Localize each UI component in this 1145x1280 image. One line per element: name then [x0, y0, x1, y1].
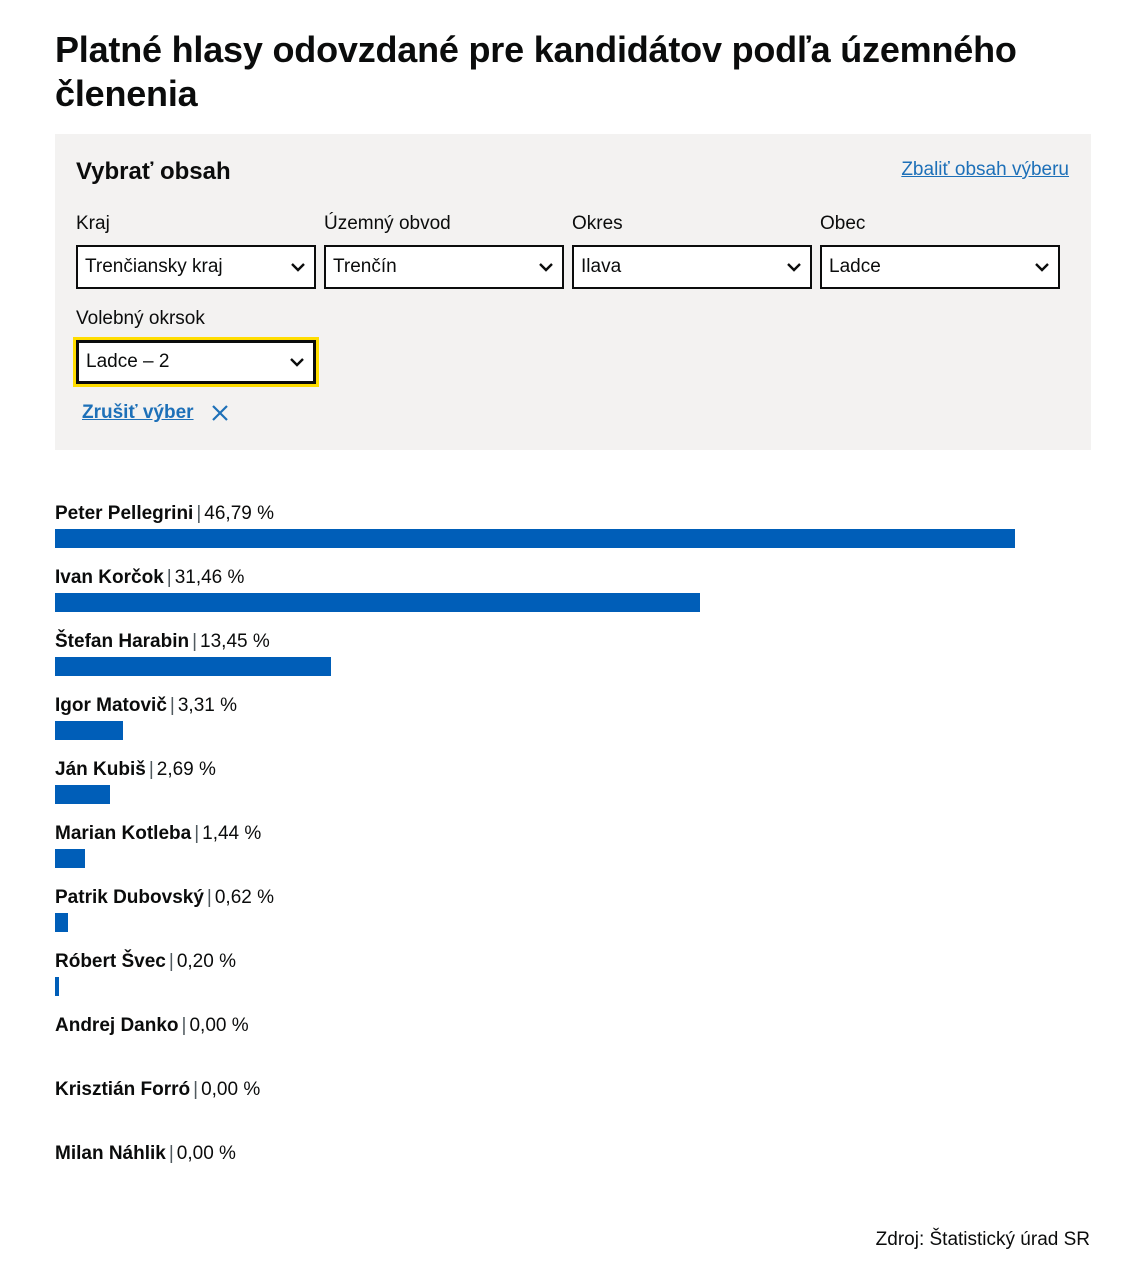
kraj-select-value: Trenčiansky kraj — [85, 256, 223, 277]
filter-heading: Vybrať obsah — [76, 158, 231, 185]
candidate-bar — [55, 977, 59, 996]
obec-select[interactable] — [820, 245, 1060, 289]
bar-track — [55, 529, 1091, 548]
candidate-label — [55, 630, 1091, 654]
candidate-percent: 1,44 % — [202, 823, 262, 844]
chevron-down-icon — [289, 357, 305, 367]
candidate-bar — [55, 593, 700, 612]
candidate-percent: 2,69 % — [156, 759, 216, 780]
separator: | — [148, 759, 154, 780]
candidate-label — [55, 758, 1091, 782]
candidate-bar — [55, 785, 110, 804]
candidate-percent: 0,00 % — [176, 1143, 236, 1164]
separator: | — [192, 631, 198, 652]
field-okres — [572, 212, 812, 289]
okres-select-value: Ilava — [581, 256, 622, 277]
chevron-down-icon — [290, 262, 306, 272]
bar-track — [55, 1169, 1091, 1188]
candidate-name: Peter Pellegrini — [55, 503, 194, 524]
clear-selection-link[interactable]: Zrušiť výber — [82, 402, 194, 423]
uzemny-obvod-select[interactable] — [324, 245, 564, 289]
candidate-percent: 0,00 % — [201, 1079, 261, 1100]
candidate-label — [55, 1014, 1091, 1038]
candidate-name: Andrej Danko — [55, 1015, 179, 1036]
candidate-row — [55, 1078, 1091, 1142]
candidate-row — [55, 1014, 1091, 1078]
candidate-name: Marian Kotleba — [55, 823, 192, 844]
candidate-bar — [55, 657, 331, 676]
bar-track — [55, 785, 1091, 804]
clear-selection-row — [82, 402, 230, 424]
source-note: Zdroj: Štatistický úrad SR — [875, 1229, 1090, 1250]
separator: | — [206, 887, 212, 908]
separator: | — [196, 503, 202, 524]
candidate-percent: 13,45 % — [200, 631, 270, 652]
separator: | — [168, 1143, 174, 1164]
separator: | — [193, 1079, 199, 1100]
field-label-volebny-okrsok: Volebný okrsok — [76, 308, 205, 329]
candidate-row — [55, 822, 1091, 886]
candidate-row — [55, 566, 1091, 630]
bar-track — [55, 593, 1091, 612]
bar-track — [55, 657, 1091, 676]
candidate-name: Milan Náhlik — [55, 1143, 166, 1164]
candidate-name: Róbert Švec — [55, 951, 166, 972]
page-title: Platné hlasy odovzdané pre kandidátov podľa územného členenia — [55, 29, 1017, 114]
candidate-bar — [55, 913, 68, 932]
candidate-name: Štefan Harabin — [55, 631, 190, 652]
candidate-label — [55, 502, 1091, 526]
candidate-row — [55, 630, 1091, 694]
obec-select-value: Ladce — [829, 256, 881, 277]
candidate-name: Ján Kubiš — [55, 759, 146, 780]
field-volebny-okrsok — [76, 307, 316, 384]
field-obec — [820, 212, 1060, 289]
filter-panel — [55, 134, 1091, 450]
bar-track — [55, 1105, 1091, 1124]
bar-track — [55, 977, 1091, 996]
candidate-percent: 0,20 % — [176, 951, 236, 972]
bar-track — [55, 721, 1091, 740]
candidate-row — [55, 758, 1091, 822]
candidate-bar — [55, 529, 1015, 548]
field-label-kraj: Kraj — [76, 213, 110, 234]
candidate-bar — [55, 849, 85, 868]
kraj-select[interactable] — [76, 245, 316, 289]
candidate-row — [55, 1142, 1091, 1206]
separator: | — [168, 951, 174, 972]
bar-track — [55, 913, 1091, 932]
candidate-name: Igor Matovič — [55, 695, 167, 716]
separator: | — [181, 1015, 187, 1036]
candidate-percent: 31,46 % — [174, 567, 245, 588]
candidate-name: Patrik Dubovský — [55, 887, 204, 908]
bar-track — [55, 1041, 1091, 1060]
separator: | — [194, 823, 200, 844]
candidate-label — [55, 566, 1091, 590]
okres-select[interactable] — [572, 245, 812, 289]
candidate-bar — [55, 721, 123, 740]
candidate-percent: 0,62 % — [214, 887, 274, 908]
candidate-percent: 46,79 % — [204, 503, 275, 524]
volebny-okrsok-select[interactable] — [76, 340, 316, 384]
candidate-label — [55, 1142, 1091, 1166]
candidate-label — [55, 950, 1091, 974]
chevron-down-icon — [786, 262, 802, 272]
candidate-row — [55, 950, 1091, 1014]
candidate-label — [55, 1078, 1091, 1102]
volebny-okrsok-select-value: Ladce – 2 — [86, 351, 170, 372]
candidate-percent: 0,00 % — [189, 1015, 249, 1036]
field-kraj — [76, 212, 316, 289]
chevron-down-icon — [538, 262, 554, 272]
field-label-uzemny-obvod: Územný obvod — [324, 213, 451, 234]
close-icon[interactable] — [210, 403, 230, 423]
candidate-name: Krisztián Forró — [55, 1079, 191, 1100]
field-label-obec: Obec — [820, 213, 866, 234]
collapse-selection-link[interactable]: Zbaliť obsah výberu — [901, 159, 1069, 180]
field-uzemny-obvod — [324, 212, 564, 289]
bar-track — [55, 849, 1091, 868]
candidate-row — [55, 886, 1091, 950]
candidate-row — [55, 694, 1091, 758]
candidate-row — [55, 502, 1091, 566]
separator: | — [166, 567, 172, 588]
candidate-label — [55, 694, 1091, 718]
uzemny-obvod-select-value: Trenčín — [333, 256, 397, 277]
candidate-percent: 3,31 % — [177, 695, 237, 716]
chevron-down-icon — [1034, 262, 1050, 272]
separator: | — [169, 695, 175, 716]
candidate-name: Ivan Korčok — [55, 567, 164, 588]
field-label-okres: Okres — [572, 213, 623, 234]
candidate-label — [55, 886, 1091, 910]
candidate-label — [55, 822, 1091, 846]
